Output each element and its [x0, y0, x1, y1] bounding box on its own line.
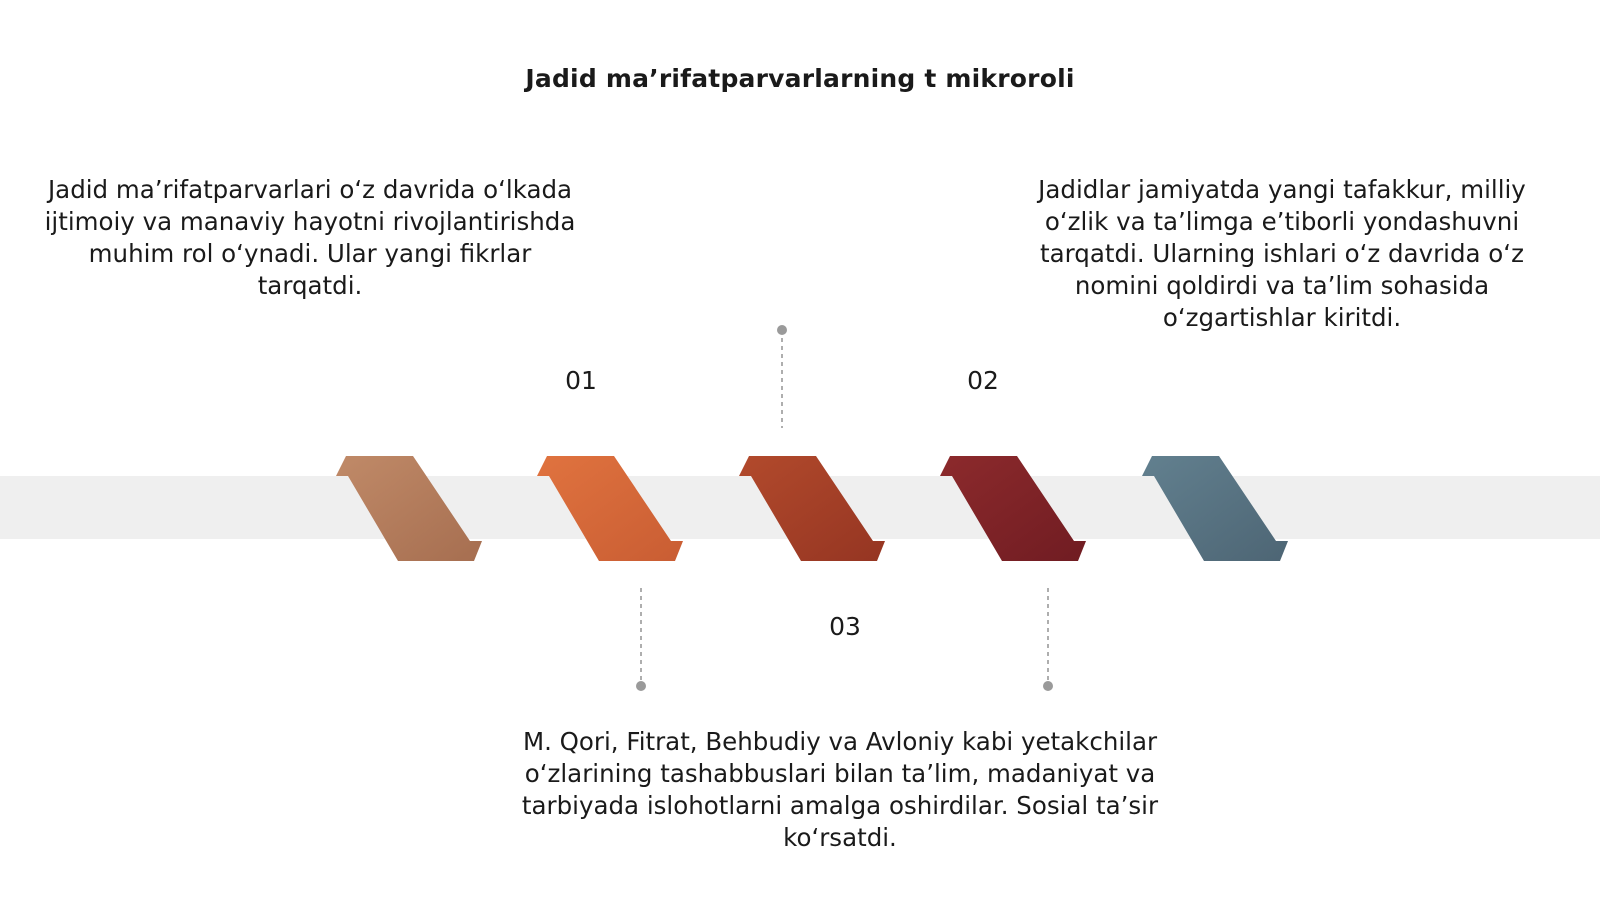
timeline-arrow-2 [537, 456, 683, 561]
connector-top [777, 325, 787, 428]
page-title: Jadid ma’rifatparvarlarning t mikroroli [525, 64, 1075, 93]
step-number-02: 02 [967, 366, 999, 395]
timeline-arrow-3 [739, 456, 885, 561]
timeline-arrow-5 [1142, 456, 1288, 561]
description-01: Jadid ma’rifatparvarlari o‘z davrida o‘lkada ijtimoiy va manaviy hayotni rivojlantirishda muhim rol o‘ynadi. Ular yangi fikrlar tarqatdi. [44, 175, 576, 300]
connector-bottom-right [1043, 588, 1053, 691]
step-number-01: 01 [565, 366, 597, 395]
timeline-arrow-1 [336, 456, 482, 561]
connector-bottom-left [636, 588, 646, 691]
description-02: Jadidlar jamiyatda yangi tafakkur, milliy o‘zlik va ta’limga e’tiborli yondashuvni tarqatdi. Ularning ishlari o‘z davrida o‘z nomini qoldirdi va ta’lim sohasida o‘zgartishlar kiritdi. [1038, 175, 1526, 332]
description-03: M. Qori, Fitrat, Behbudiy va Avloniy kabi yetakchilar o‘zlarining tashabbuslari bilan ta’lim, madaniyat va tarbiyada islohotlarni amalga oshirdilar. Sosial ta’sir ko‘rsatdi. [521, 727, 1159, 852]
timeline-arrow-4 [940, 456, 1086, 561]
step-number-03: 03 [829, 612, 861, 641]
